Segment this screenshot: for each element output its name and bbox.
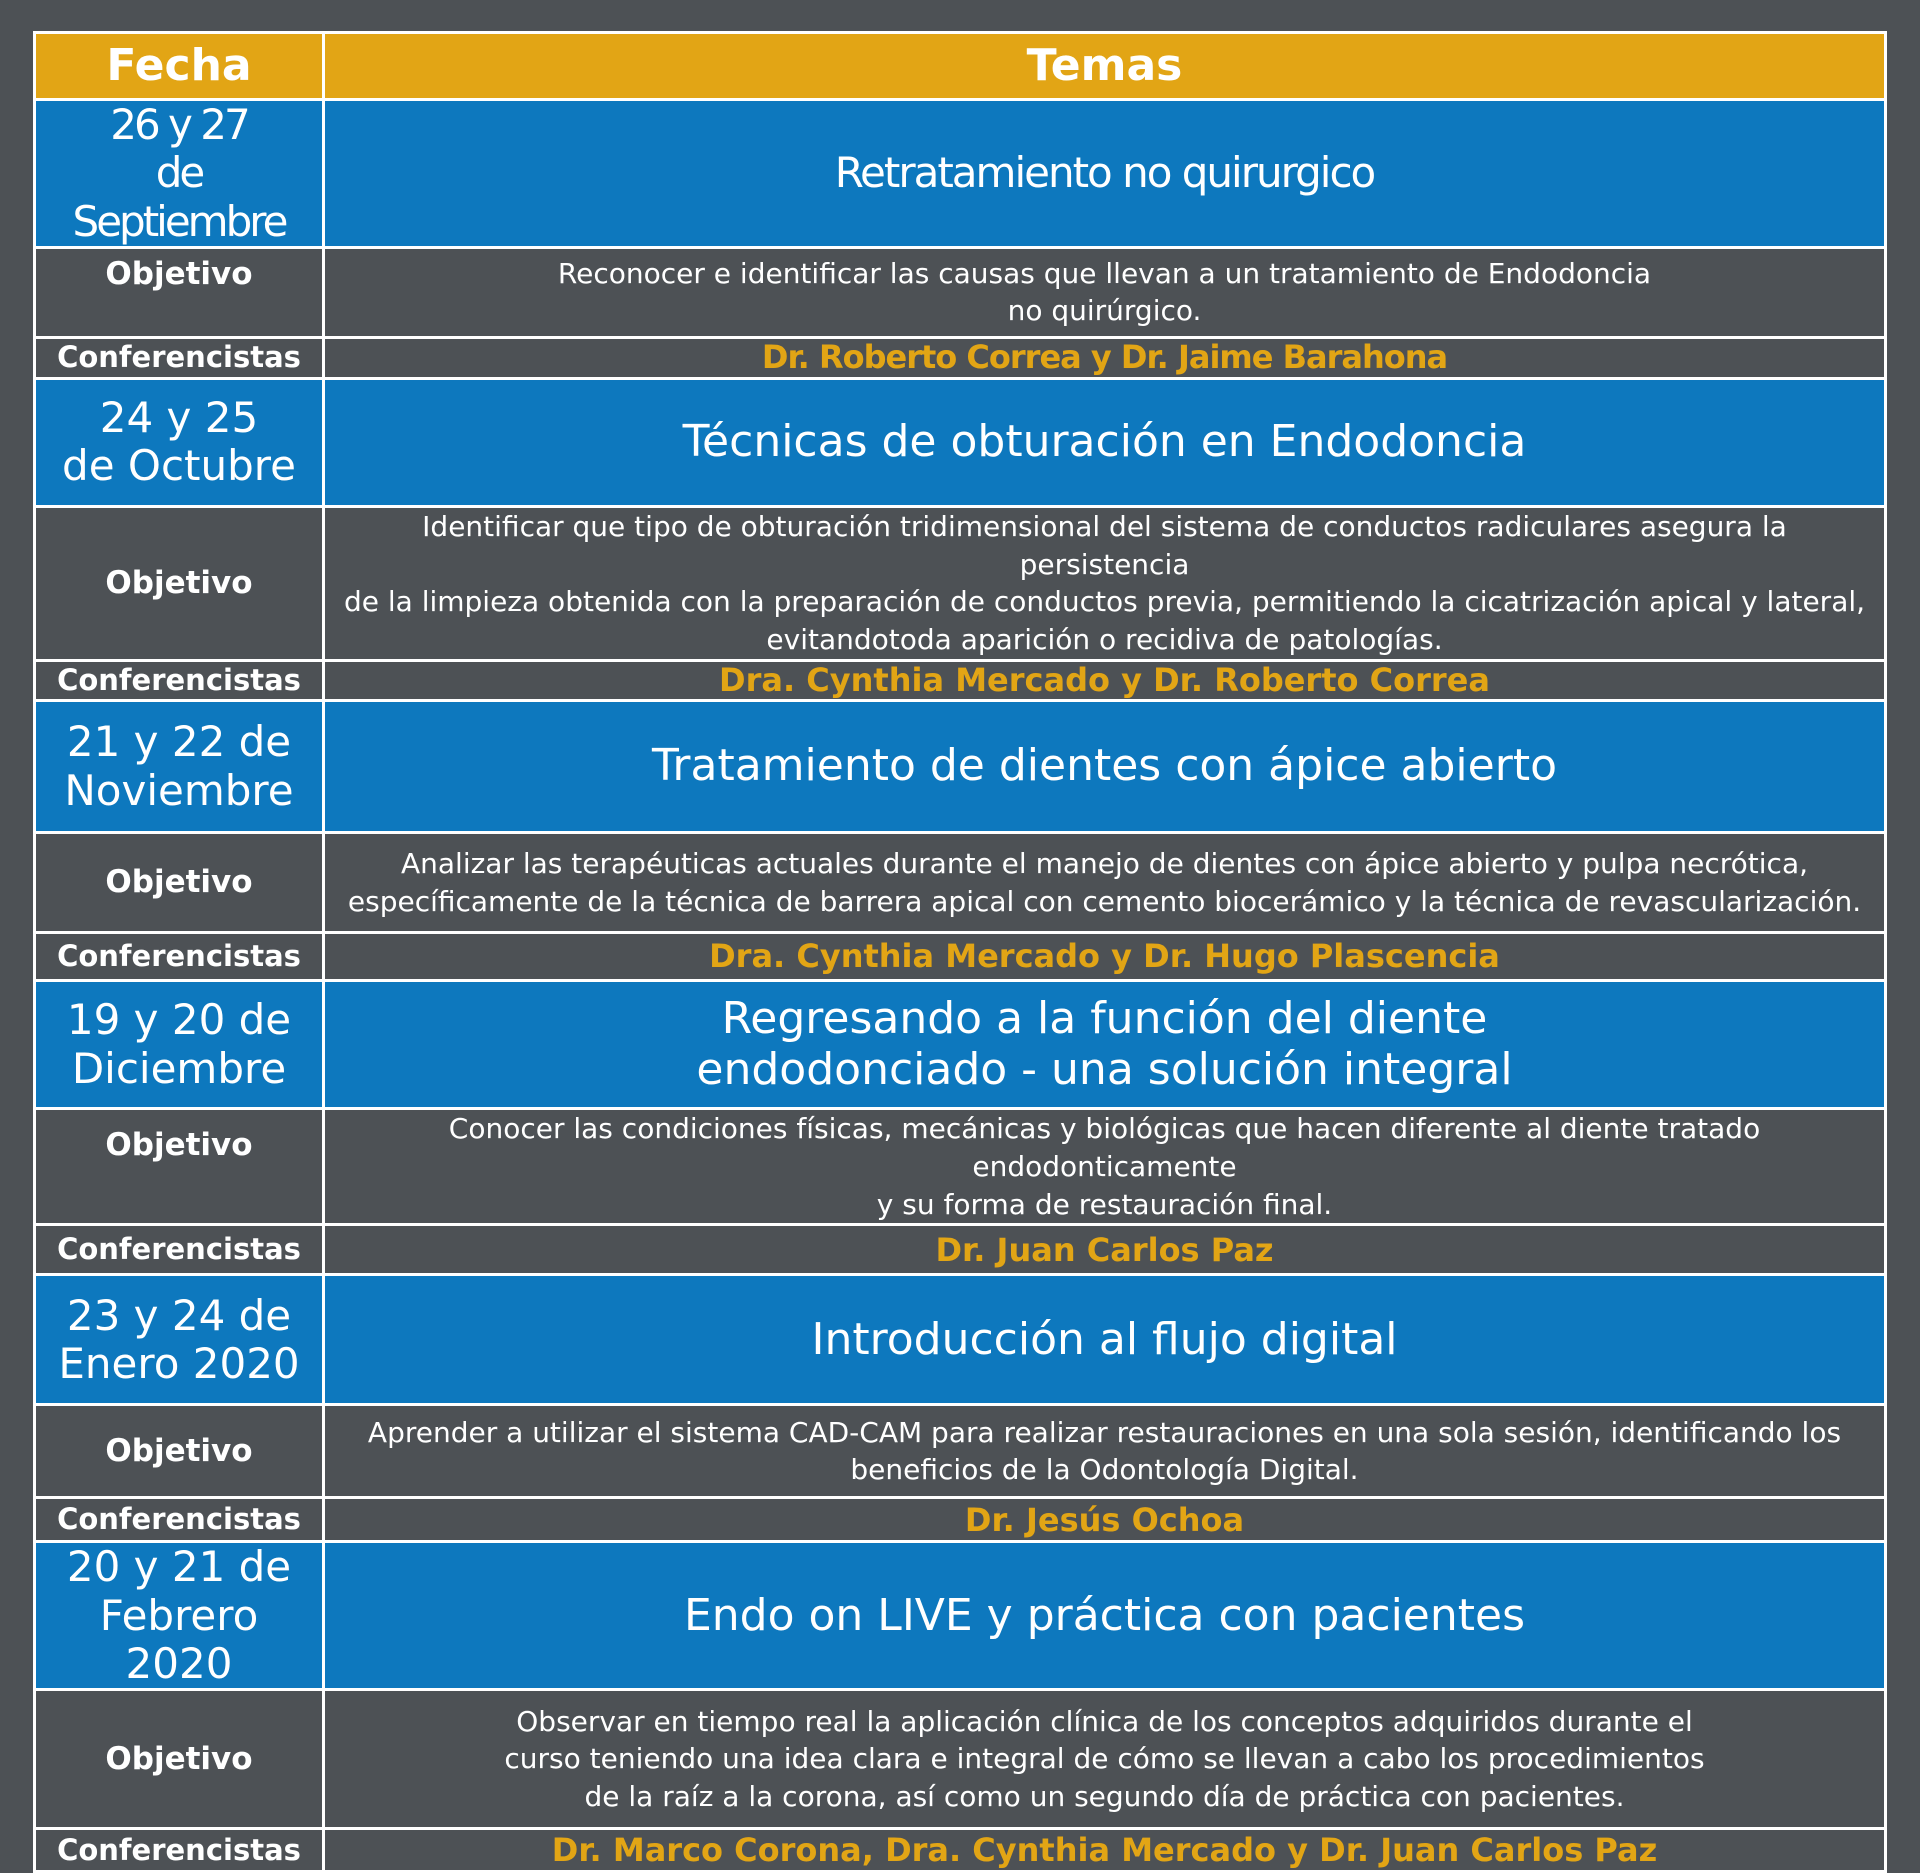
objective-text: Aprender a utilizar el sistema CAD-CAM para realizar restauraciones en una sola sesión, identificando los beneficios de la Odontología Digital.	[324, 1405, 1886, 1498]
objective-text: Reconocer e identificar las causas que llevan a un tratamiento de Endodoncia no quirúrgico.	[324, 247, 1886, 337]
speakers-label: Conferencistas	[35, 1829, 324, 1872]
objective-label: Objetivo	[35, 247, 324, 337]
session-objective-row	[35, 247, 1886, 337]
objective-label: Objetivo	[35, 1109, 324, 1225]
speakers-label: Conferencistas	[35, 661, 324, 701]
session-topic: Introducción al flujo digital	[324, 1275, 1886, 1405]
speakers-names: Dra. Cynthia Mercado y Dr. Roberto Correa	[324, 661, 1886, 701]
session-date: 20 y 21 de Febrero 2020	[35, 1542, 324, 1690]
speakers-names: Dr. Marco Corona, Dra. Cynthia Mercado y Dr. Juan Carlos Paz	[324, 1829, 1886, 1872]
session-topic-row	[35, 981, 1886, 1109]
objective-text: Analizar las terapéuticas actuales durante el manejo de dientes con ápice abierto y pulpa necrótica, específicamente de la técnica de barrera apical con cemento biocerámico y la técnica de revascularización.	[324, 833, 1886, 933]
speakers-label: Conferencistas	[35, 1498, 324, 1542]
objective-text: Conocer las condiciones físicas, mecánicas y biológicas que hacen diferente al diente tratado endodonticamente y su forma de restauración final.	[324, 1109, 1886, 1225]
session-objective-row	[35, 506, 1886, 660]
session-speakers-row	[35, 1829, 1886, 1872]
session-speakers-row	[35, 661, 1886, 701]
session-date: 26 y 27 de Septiembre	[35, 100, 324, 248]
speakers-label: Conferencistas	[35, 337, 324, 378]
session-topic: Regresando a la función del diente endodonciado - una solución integral	[324, 981, 1886, 1109]
session-date: 19 y 20 de Diciembre	[35, 981, 324, 1109]
speakers-names: Dr. Roberto Correa y Dr. Jaime Barahona	[324, 337, 1886, 378]
temas-header: Temas	[324, 33, 1886, 100]
session-topic-row	[35, 701, 1886, 833]
session-objective-row	[35, 1405, 1886, 1498]
session-topic: Retratamiento no quirurgico	[324, 100, 1886, 248]
course-schedule-table	[33, 31, 1887, 1873]
table-header-row	[35, 33, 1886, 100]
speakers-names: Dr. Juan Carlos Paz	[324, 1225, 1886, 1275]
objective-label: Objetivo	[35, 1690, 324, 1829]
session-speakers-row	[35, 1225, 1886, 1275]
session-topic-row	[35, 100, 1886, 248]
speakers-names: Dr. Jesús Ochoa	[324, 1498, 1886, 1542]
session-objective-row	[35, 1109, 1886, 1225]
session-speakers-row	[35, 933, 1886, 981]
session-topic-row	[35, 1542, 1886, 1690]
speakers-names: Dra. Cynthia Mercado y Dr. Hugo Plascencia	[324, 933, 1886, 981]
session-topic-row	[35, 1275, 1886, 1405]
session-date: 23 y 24 de Enero 2020	[35, 1275, 324, 1405]
session-speakers-row	[35, 1498, 1886, 1542]
fecha-header: Fecha	[35, 33, 324, 100]
session-topic: Endo on LIVE y práctica con pacientes	[324, 1542, 1886, 1690]
session-date: 24 y 25 de Octubre	[35, 378, 324, 506]
session-objective-row	[35, 1690, 1886, 1829]
objective-text: Identificar que tipo de obturación tridimensional del sistema de conductos radiculares asegura la persistencia de la limpieza obtenida con la preparación de conductos previa, permitiendo la cicatrización apical y lateral, evitandotoda aparición o recidiva de patologías.	[324, 506, 1886, 660]
objective-label: Objetivo	[35, 833, 324, 933]
objective-label: Objetivo	[35, 506, 324, 660]
speakers-label: Conferencistas	[35, 933, 324, 981]
session-topic: Técnicas de obturación en Endodoncia	[324, 378, 1886, 506]
session-topic-row	[35, 378, 1886, 506]
session-topic: Tratamiento de dientes con ápice abierto	[324, 701, 1886, 833]
session-speakers-row	[35, 337, 1886, 378]
objective-text: Observar en tiempo real la aplicación clínica de los conceptos adquiridos durante el curso teniendo una idea clara e integral de cómo se llevan a cabo los procedimientos de la raíz a la corona, así como un segundo día de práctica con pacientes.	[324, 1690, 1886, 1829]
session-date: 21 y 22 de Noviembre	[35, 701, 324, 833]
session-objective-row	[35, 833, 1886, 933]
speakers-label: Conferencistas	[35, 1225, 324, 1275]
objective-label: Objetivo	[35, 1405, 324, 1498]
